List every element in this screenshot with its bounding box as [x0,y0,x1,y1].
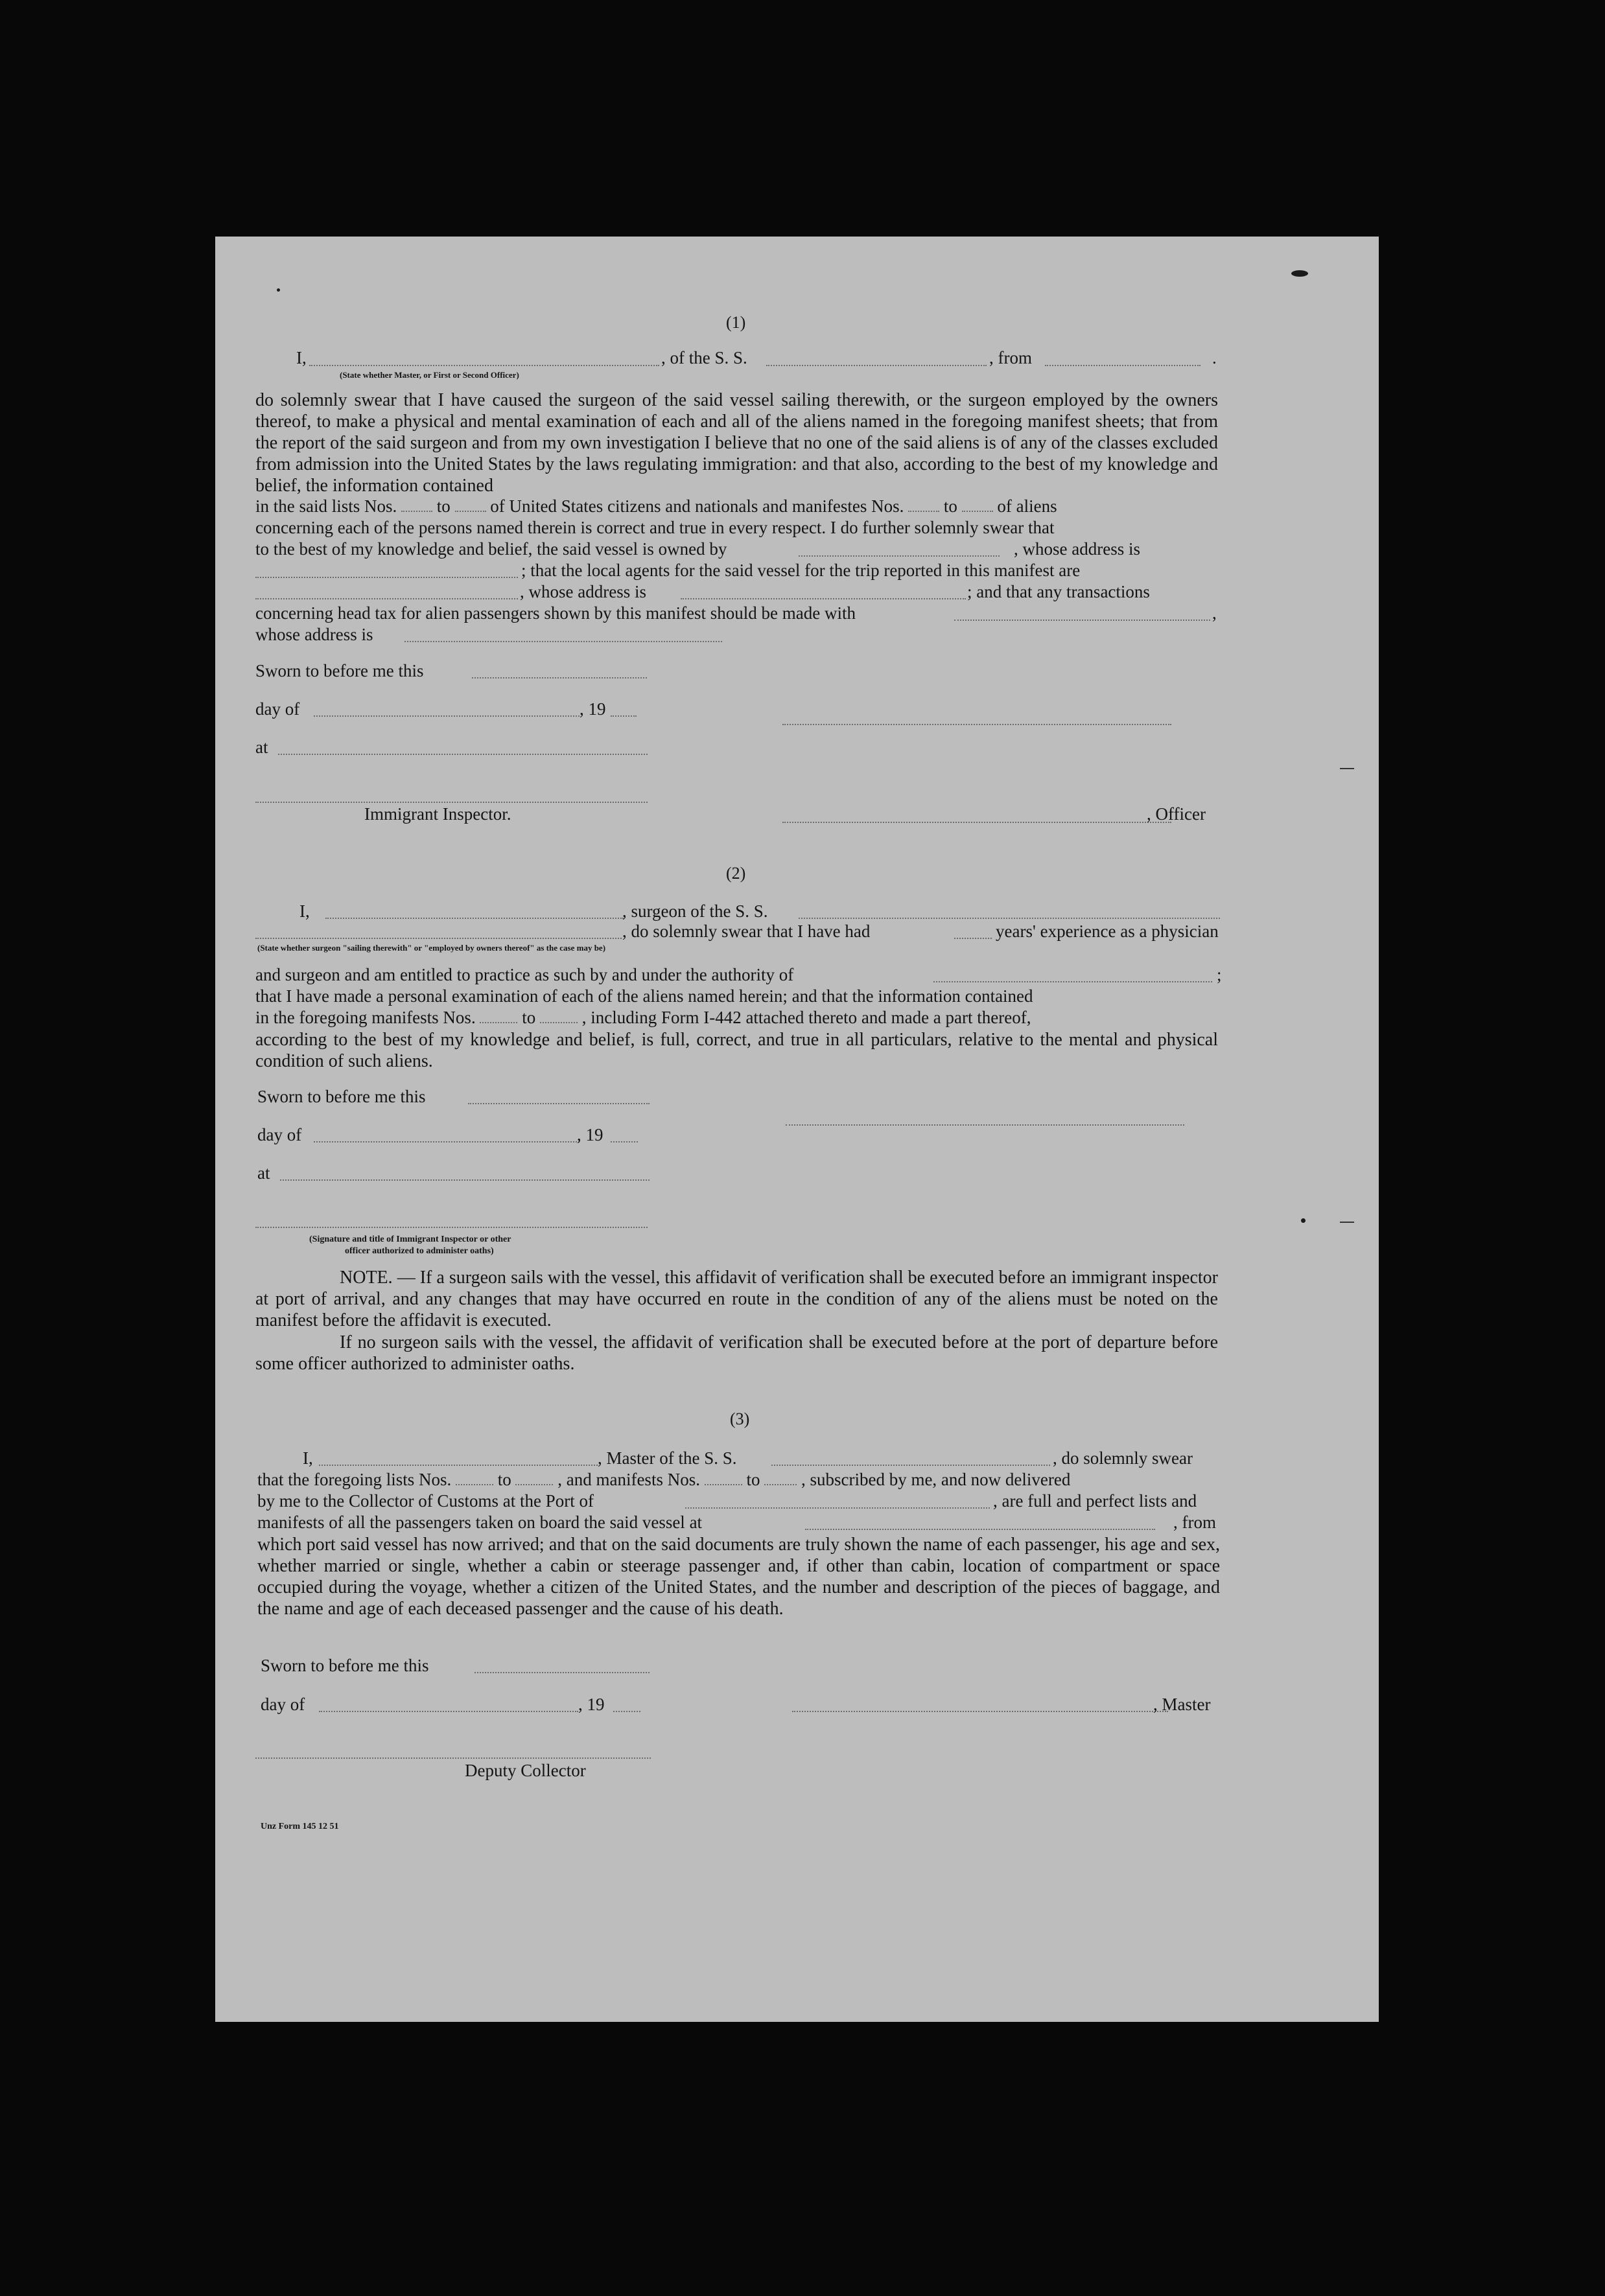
s2-at: at [257,1163,270,1183]
s2-year: , 19 [577,1125,603,1144]
scan-mark [1340,1222,1354,1223]
scan-speck [1301,1218,1306,1223]
s3-day-of: day of [261,1695,305,1714]
manifest-affidavit-page [215,237,1379,2022]
s2-years-field[interactable] [954,938,992,939]
s1-lists-from-field[interactable] [401,510,432,512]
s2-sig-note-1: (Signature and title of Immigrant Inspector or other [309,1235,511,1244]
s1-lists-to-field[interactable] [455,510,486,512]
s3-manifests-from-field[interactable] [705,1483,742,1485]
s2-swear-had: , do solemnly swear that I have had [622,922,871,941]
s1-manifests-from-field[interactable] [908,510,939,512]
s1-concerning-line: concerning each of the persons named therein is correct and true in every respect. I do further solemnly swear that [255,518,1055,537]
s2-inspector-signature-field[interactable] [255,1227,648,1228]
form-code: Unz Form 145 12 51 [261,1822,339,1831]
s1-officer-signature-field[interactable] [782,724,1171,725]
s2-i-label: I, [299,901,310,921]
s1-sworn-field[interactable] [472,677,647,678]
s1-head-tax-address-field[interactable] [404,641,722,642]
s1-oath-text: do solemnly swear that I have caused the surgeon of the said vessel sailing therewith, or the surgeon employed by the owners thereof, to make a physical and mental examination of each and all of the aliens named in the foregoing manifest sheets; that from the report of the said surgeon and from my own investigation I believe that no one of the said aliens is of any of the classes excluded from admission into the United States by the laws regulating immigration: and that also, according to the best of my knowledge and belief, the information contained [255,390,1218,496]
s1-ship-field[interactable] [766,365,987,366]
s1-day-field[interactable] [314,715,580,717]
s1-year: , 19 [580,699,606,719]
s1-day-of: day of [255,699,300,719]
s1-at-field[interactable] [278,754,648,755]
s3-port-field[interactable] [685,1507,990,1509]
s2-sig-note-2: officer authorized to administer oaths) [345,1246,494,1256]
s2-day-of: day of [257,1125,302,1144]
s3-master-label: , Master [1153,1695,1211,1714]
s3-boarded-at-field[interactable] [805,1529,1155,1530]
s2-year-field[interactable] [611,1141,638,1142]
s1-transactions: ; and that any transactions [967,582,1150,601]
s2-surgeon-signature-field[interactable] [786,1124,1184,1126]
s2-status-field[interactable] [255,938,622,939]
s1-from: , from [989,348,1032,367]
s1-agents-field[interactable] [255,598,518,599]
s1-whose-address: , whose address is [1014,539,1140,559]
s2-authority-end: ; [1217,965,1222,984]
s1-agents-address-field[interactable] [681,598,966,599]
s1-whose-address-2: , whose address is [520,582,646,601]
s2-state-note: (State whether surgeon "sailing therewith" or "employed by owners thereof" as the case may be) [257,943,606,953]
s1-local-agents: ; that the local agents for the said vessel for the trip reported in this manifest are [521,561,1081,580]
s1-i-label: I, [296,348,307,367]
s2-closing-text: according to the best of my knowledge and belief, is full, correct, and true in all particulars, relative to the mental and physical condition of such aliens. [255,1030,1218,1071]
s3-sworn: Sworn to before me this [261,1656,429,1675]
s2-manifests-to-field[interactable] [540,1021,578,1023]
s3-lists-from-field[interactable] [456,1483,493,1485]
s3-day-field[interactable] [319,1711,578,1712]
s3-year: , 19 [578,1695,605,1714]
s2-at-field[interactable] [280,1179,650,1181]
s1-officer-field[interactable] [309,365,659,366]
s3-master-field[interactable] [319,1465,598,1466]
s1-whose-address-3: whose address is [255,625,373,644]
s1-owner-address-field[interactable] [255,577,518,578]
s2-manifests-from-field[interactable] [480,1021,517,1023]
s3-collector-end: , are full and perfect lists and [993,1491,1197,1511]
s1-officer-label: , Officer [1147,804,1206,824]
s1-year-field[interactable] [611,715,637,717]
s3-body-text: which port said vessel has now arrived; and that on the said documents are truly shown the name of each passenger, his age and sex, whether married or single, whether a cabin or steerage passenger and, if other than cabin, location of compartment or space occupied during the voyage, whether a citizen of the United States, and the number and description of the pieces of baggage, and the name and age of each deceased passenger and the cause of his death. [257,1535,1220,1619]
s1-from-field[interactable] [1045,365,1201,366]
s3-manifests-to-field[interactable] [764,1483,797,1485]
s3-ship-field[interactable] [771,1465,1050,1466]
s2-manifests-line: in the foregoing manifests Nos. to , including Form I-442 attached thereto and made a part thereof, [255,1008,1031,1027]
s3-collector-signature-field[interactable] [255,1757,651,1759]
s3-i-label: I, [303,1448,313,1468]
s3-year-field[interactable] [613,1711,640,1712]
section-2-number: (2) [726,864,746,883]
s1-inspector-signature-field[interactable] [255,802,648,803]
s3-manifests: manifests of all the passengers taken on board the said vessel at [257,1513,703,1532]
s1-officer-title-field[interactable] [782,822,1171,823]
scan-speck [277,288,280,292]
s2-authority: and surgeon and am entitled to practice as such by and under the authority of [255,965,794,984]
s1-from-end: . [1212,348,1217,367]
scan-mark [1340,768,1354,769]
s2-surgeon-of: , surgeon of the S. S. [622,901,768,921]
s1-manifests-to-field[interactable] [962,510,993,512]
s3-collector: by me to the Collector of Customs at the Port of [257,1491,594,1511]
section-3-number: (3) [730,1409,750,1428]
s2-day-field[interactable] [314,1141,580,1142]
s3-master-signature-field[interactable] [792,1711,1168,1712]
s1-officer-note: (State whether Master, or First or Second Officer) [340,370,519,380]
s1-sworn: Sworn to before me this [255,661,424,680]
s1-of-ss: , of the S. S. [661,348,747,367]
s3-sworn-field[interactable] [474,1672,650,1673]
s3-master-of: , Master of the S. S. [598,1448,737,1468]
note-para-1: NOTE. — If a surgeon sails with the vessel, this affidavit of verification shall be executed before an immigrant inspector at port of arrival, and any changes that may have occurred en route in the condition of any of the aliens must be noted on the manifest before the affidavit is executed. [255,1268,1218,1330]
s2-personal-exam: that I have made a personal examination of each of the aliens named herein; and that the information contained [255,986,1033,1006]
s1-at: at [255,737,268,757]
s1-head-tax-end: , [1212,603,1217,623]
s3-from: , from [1173,1513,1216,1532]
s2-ship-field[interactable] [799,918,1220,919]
s2-surgeon-field[interactable] [325,918,624,919]
s3-deputy-label: Deputy Collector [465,1761,586,1780]
s3-foregoing-line: that the foregoing lists Nos. to , and manifests Nos. to , subscribed by me, and now delivered [257,1470,1071,1489]
note-para-2: If no surgeon sails with the vessel, the affidavit of verification shall be executed before at the port of departure before some officer authorized to administer oaths. [255,1332,1218,1374]
scan-speck [1291,270,1308,277]
s1-head-tax-field[interactable] [954,620,1210,621]
s3-swear: , do solemnly swear [1053,1448,1193,1468]
s2-years-exp: years' experience as a physician [996,922,1219,941]
s1-head-tax: concerning head tax for alien passengers shown by this manifest should be made with [255,603,856,623]
section-1-number: (1) [726,313,746,332]
s2-sworn-field[interactable] [468,1103,650,1104]
s1-owner-field[interactable] [799,555,1000,557]
s1-owned-by: to the best of my knowledge and belief, the said vessel is owned by [255,539,727,559]
s2-sworn: Sworn to before me this [257,1087,426,1106]
s1-inspector-label: Immigrant Inspector. [364,804,511,824]
s3-lists-to-field[interactable] [515,1483,553,1485]
s2-authority-field[interactable] [933,981,1212,982]
s1-lists-line: in the said lists Nos. to of United States citizens and nationals and manifestes Nos. to of aliens [255,496,1057,516]
